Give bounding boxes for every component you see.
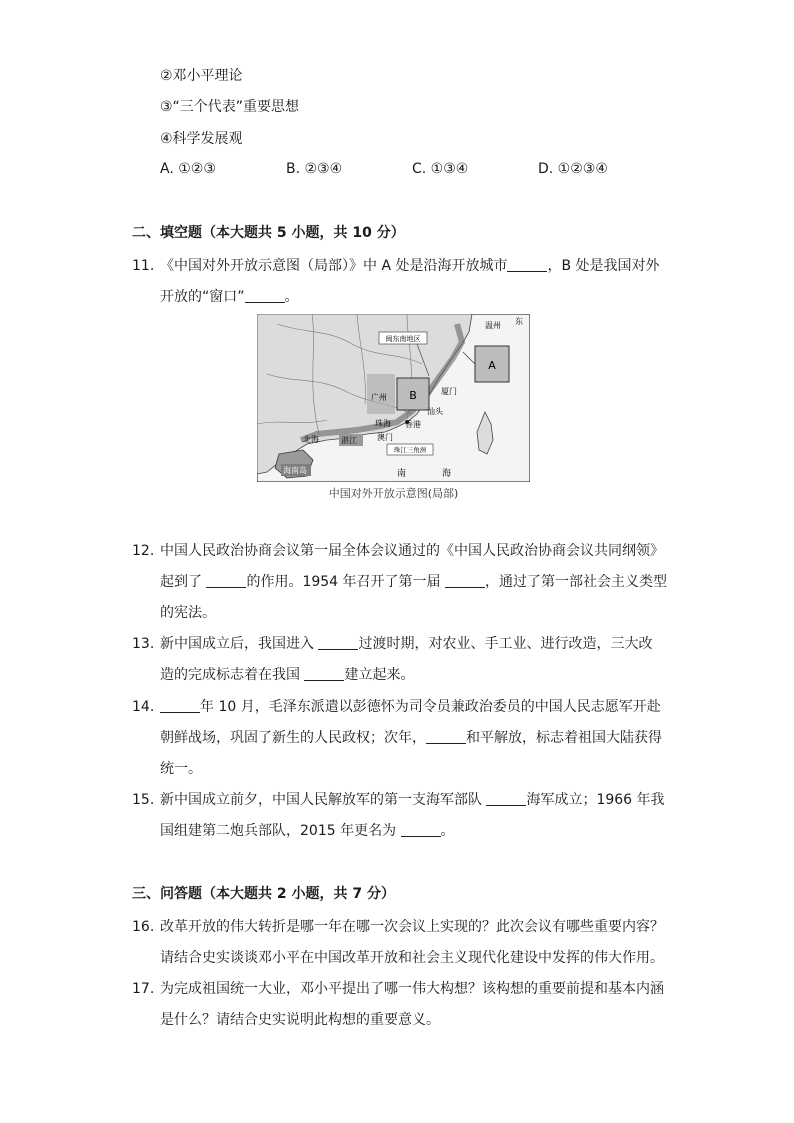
question-13-text-c: 造的完成标志着在我国 bbox=[160, 667, 305, 683]
question-12-text-c: ，通过了第一部社会主义类型 bbox=[484, 574, 667, 590]
label-dong: 东 bbox=[515, 317, 523, 326]
question-14-text-b: 朝鲜战场，巩固了新生的人民政权；次年， bbox=[160, 730, 426, 746]
question-number-13: 13. bbox=[132, 636, 155, 652]
question-14-line-3: 统一。 bbox=[160, 761, 202, 777]
question-16-line-1: 改革开放的伟大转折是哪一年在哪一次会议上实现的？此次会议有哪些重要内容？ bbox=[160, 919, 664, 935]
choice-d: D. ①②③④ bbox=[538, 161, 608, 177]
answer-blank[interactable] bbox=[318, 635, 358, 650]
label-wenzhou: 温州 bbox=[485, 321, 501, 330]
question-12-text-b: 的作用。1954 年召开了第一届 bbox=[246, 574, 445, 590]
question-17-line-2: 是什么？请结合史实说明此构想的重要意义。 bbox=[160, 1012, 440, 1028]
question-number-12: 12. bbox=[132, 543, 155, 559]
question-number-17: 17. bbox=[132, 981, 155, 997]
question-15-line-1 bbox=[160, 790, 665, 810]
question-13-line-1 bbox=[160, 634, 652, 654]
answer-blank[interactable] bbox=[445, 573, 485, 588]
question-number-16: 16. bbox=[132, 919, 155, 935]
answer-blank[interactable] bbox=[486, 791, 526, 806]
label-minnan: 闽东南地区 bbox=[385, 335, 421, 343]
question-13-text-a: 新中国成立后，我国进入 bbox=[160, 636, 319, 652]
question-11-text-d: 。 bbox=[284, 289, 299, 305]
label-guangzhou: 广州 bbox=[371, 393, 387, 402]
label-zhanjiang: 湛江 bbox=[341, 436, 357, 445]
label-hainan: 海南岛 bbox=[283, 466, 307, 475]
question-15-line-2 bbox=[160, 821, 455, 841]
label-shantou: 汕头 bbox=[427, 407, 443, 416]
label-beihai: 北海 bbox=[303, 435, 319, 444]
label-nan: 南 bbox=[397, 469, 407, 479]
section-header-fill-in: 二、填空题（本大题共 5 小题，共 10 分） bbox=[132, 225, 405, 241]
answer-blank[interactable] bbox=[245, 288, 285, 303]
map-caption: 中国对外开放示意图(局部) bbox=[328, 487, 459, 500]
choice-b: B. ②③④ bbox=[286, 161, 343, 177]
answer-blank[interactable] bbox=[160, 698, 200, 713]
label-macau: 澳门 bbox=[377, 433, 393, 442]
open-door-map bbox=[257, 314, 530, 482]
option-item-4: ④科学发展观 bbox=[160, 131, 243, 147]
answer-blank[interactable] bbox=[304, 666, 344, 681]
question-12-text-a: 起到了 bbox=[160, 574, 207, 590]
question-11-text-a: 《中国对外开放示意图（局部）》中 A 处是沿海开放城市 bbox=[160, 258, 508, 274]
question-14-text-a: 年 10 月，毛泽东派遣以彭德怀为司令员兼政治委员的中国人民志愿军开赴 bbox=[200, 699, 661, 715]
question-12-line-1: 中国人民政治协商会议第一届全体会议通过的《中国人民政治协商会议共同纲领》 bbox=[160, 543, 664, 559]
question-11-text-c: 开放的“窗口” bbox=[160, 289, 245, 305]
question-11-text-b: ，B 处是我国对外 bbox=[547, 258, 660, 274]
question-13-text-d: 建立起来。 bbox=[344, 667, 415, 683]
answer-blank[interactable] bbox=[507, 257, 547, 272]
label-zhuhai: 珠海 bbox=[375, 419, 391, 428]
label-b: B bbox=[409, 389, 417, 402]
option-item-2: ②邓小平理论 bbox=[160, 68, 243, 84]
question-13-text-b: 过渡时期，对农业、手工业、进行改造，三大改 bbox=[358, 636, 653, 652]
section-header-qa: 三、问答题（本大题共 2 小题，共 7 分） bbox=[132, 886, 395, 902]
answer-blank[interactable] bbox=[401, 822, 441, 837]
question-11-line-2 bbox=[160, 287, 299, 307]
choice-c: C. ①③④ bbox=[412, 161, 469, 177]
question-12-line-3: 的宪法。 bbox=[160, 605, 216, 621]
question-15-text-a: 新中国成立前夕，中国人民解放军的第一支海军部队 bbox=[160, 792, 487, 808]
question-17-line-1: 为完成祖国统一大业，邓小平提出了哪一伟大构想？该构想的重要前提和基本内涵 bbox=[160, 981, 664, 997]
question-15-text-b: 海军成立；1966 年我 bbox=[526, 792, 665, 808]
label-a: A bbox=[488, 359, 496, 372]
choice-a: A. ①②③ bbox=[160, 161, 216, 177]
question-13-line-2 bbox=[160, 665, 414, 685]
question-12-line-2 bbox=[160, 572, 667, 592]
question-16-line-2: 请结合史实谈谈邓小平在中国改革开放和社会主义现代化建设中发挥的伟大作用。 bbox=[160, 950, 664, 966]
option-item-3: ③“三个代表”重要思想 bbox=[160, 99, 300, 115]
question-number-11: 11. bbox=[132, 258, 155, 274]
label-pearl: 珠江三角洲 bbox=[393, 446, 427, 454]
answer-blank[interactable] bbox=[426, 729, 466, 744]
label-xiamen: 厦门 bbox=[441, 387, 457, 396]
label-hai: 海 bbox=[442, 469, 452, 479]
question-14-text-c: 和平解放，标志着祖国大陆获得 bbox=[466, 730, 662, 746]
question-14-line-1 bbox=[160, 697, 661, 717]
question-number-15: 15. bbox=[132, 792, 155, 808]
question-15-text-c: 国组建第二炮兵部队，2015 年更名为 bbox=[160, 823, 401, 839]
question-11-line-1 bbox=[160, 256, 660, 276]
label-hongkong: 香港 bbox=[405, 420, 421, 429]
question-15-text-d: 。 bbox=[440, 823, 455, 839]
question-number-14: 14. bbox=[132, 699, 155, 715]
map-figure bbox=[257, 314, 530, 482]
question-14-line-2 bbox=[160, 728, 662, 748]
answer-blank[interactable] bbox=[206, 573, 246, 588]
